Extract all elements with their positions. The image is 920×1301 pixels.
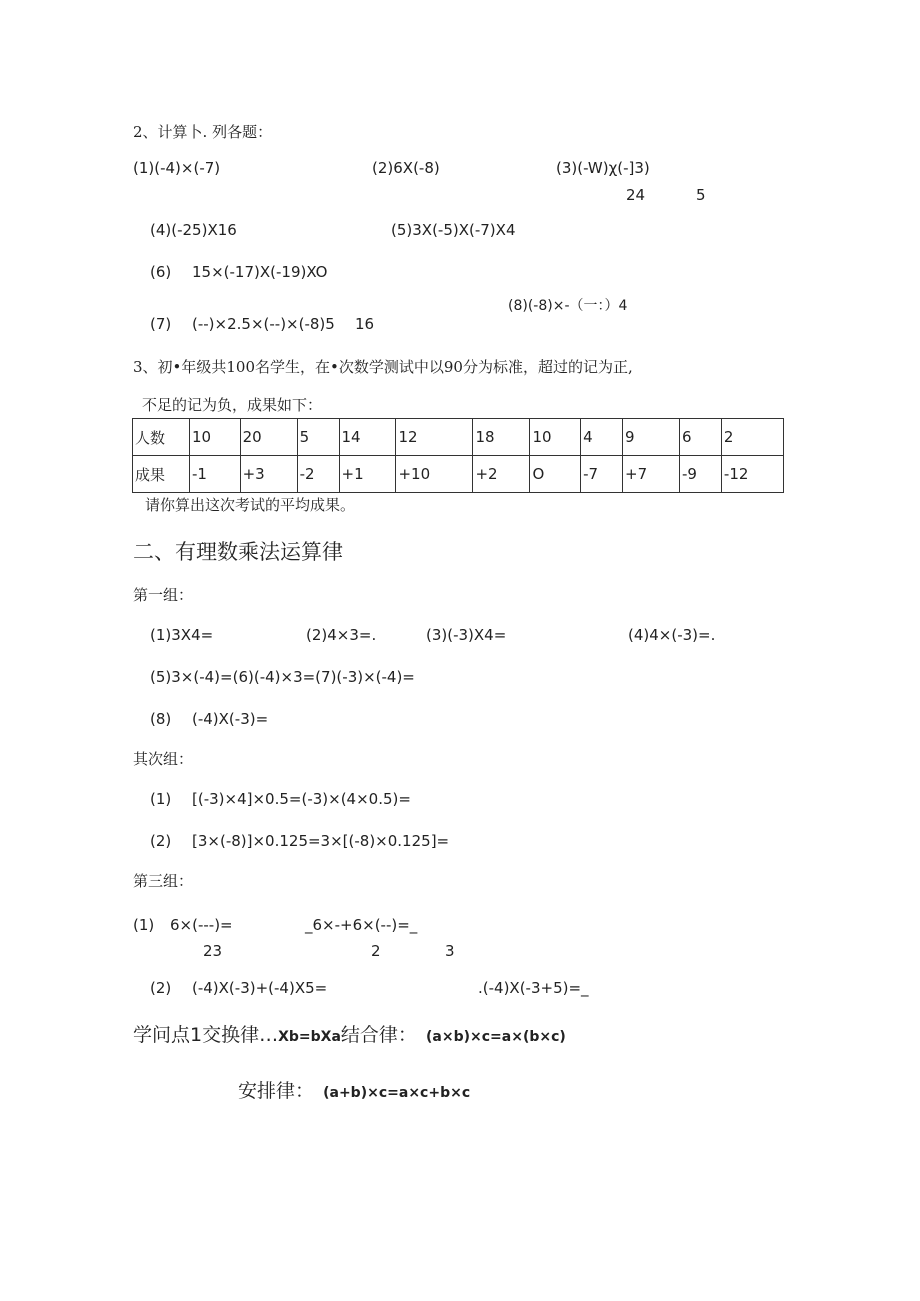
- group3-label: 第三组：: [133, 872, 194, 890]
- row-label-count: 人数: [133, 419, 190, 456]
- table-cell: +2: [473, 456, 530, 493]
- table-cell: 10: [530, 419, 581, 456]
- row-label-score: 成果: [133, 456, 190, 493]
- problem-1: (1)(-4)×(-7): [133, 159, 221, 177]
- table-cell: 9: [623, 419, 680, 456]
- group1-q1: (1)3X4=: [150, 626, 214, 644]
- table-cell: 20: [240, 419, 297, 456]
- table-cell: -9: [679, 456, 721, 493]
- group2-q1-expression: [(-3)×4]×0.5=(-3)×(4×0.5)=: [192, 790, 411, 808]
- group3-q2-expression: (-4)X(-3)+(-4)X5=: [192, 979, 328, 997]
- table-cell: 2: [721, 419, 783, 456]
- knowledge-associative-label: 结合律：: [340, 1024, 417, 1046]
- problem-5: (5)3X(-5)X(-7)X4: [391, 221, 516, 239]
- group3-q1-expression: 6×(---)=: [170, 916, 233, 934]
- problem-8: (8)(-8)×-（一：）4: [508, 298, 628, 314]
- group2-q2-expression: [3×(-8)]×0.125=3×[(-8)×0.125]=: [192, 832, 450, 850]
- group2-q2-number: (2): [150, 832, 172, 850]
- table-cell: -2: [297, 456, 339, 493]
- group3-q2-right: .(-4)X(-3+5)=_: [478, 979, 589, 997]
- problem-3-subscript: 5: [696, 186, 706, 204]
- table-cell: O: [530, 456, 581, 493]
- section3-question: 请你算出这次考试的平均成果。: [145, 496, 356, 514]
- scores-table: [132, 418, 784, 493]
- group1-q8-expression: (-4)X(-3)=: [192, 710, 269, 728]
- group1-q2: (2)4×3=.: [306, 626, 377, 644]
- problem-7-expression: (--)×2.5×(--)×(-8)5: [192, 315, 335, 333]
- problem-6-expression: 15×(-17)X(-19)XO: [192, 263, 328, 281]
- section2-heading: 2、计算卜. 列各题：: [133, 123, 273, 141]
- problem-3-subscript: 24: [626, 186, 646, 204]
- problem-4: (4)(-25)X16: [150, 221, 237, 239]
- group3-q1-subscript: 2: [371, 942, 381, 960]
- table-cell: 14: [339, 419, 396, 456]
- knowledge-distributive-formula: (a+b)×c=a×c+b×c: [323, 1085, 471, 1101]
- table-cell: 18: [473, 419, 530, 456]
- table-cell: 5: [297, 419, 339, 456]
- knowledge-associative-formula: (a×b)×c=a×(b×c): [426, 1029, 566, 1045]
- table-cell: 6: [679, 419, 721, 456]
- table-cell: -12: [721, 456, 783, 493]
- part2-title: 二、有理数乘法运算律: [133, 540, 343, 564]
- table-row-score: [133, 456, 784, 493]
- table-cell: +10: [396, 456, 473, 493]
- knowledge-commutative-formula: Xb=bXa: [278, 1029, 341, 1045]
- table-cell: +1: [339, 456, 396, 493]
- table-cell: -7: [581, 456, 623, 493]
- problem-3: (3)(-W)χ(-]3): [556, 159, 650, 177]
- group2-q1-number: (1): [150, 790, 172, 808]
- table-cell: +3: [240, 456, 297, 493]
- table-cell: -1: [190, 456, 241, 493]
- group1-q567: (5)3×(-4)=(6)(-4)×3=(7)(-3)×(-4)=: [150, 668, 415, 686]
- problem-7-subscript: 16: [355, 315, 375, 333]
- group2-label: 其次组：: [133, 750, 194, 768]
- table-cell: 4: [581, 419, 623, 456]
- group3-q1-subscript: 23: [203, 942, 223, 960]
- knowledge-commutative-label: 学问点1交换律…: [133, 1024, 279, 1046]
- problem-2: (2)6X(-8): [372, 159, 440, 177]
- table-cell: 12: [396, 419, 473, 456]
- group3-q1-right: _6×-+6×(--)=_: [305, 916, 418, 934]
- table-row-count: [133, 419, 784, 456]
- table-cell: +7: [623, 456, 680, 493]
- group3-q1-number: (1): [133, 916, 155, 934]
- group1-q3: (3)(-3)X4=: [426, 626, 507, 644]
- group3-q1-subscript: 3: [445, 942, 455, 960]
- group3-q2-number: (2): [150, 979, 172, 997]
- problem-7-number: (7): [150, 315, 172, 333]
- section3-line1: 3、初•年级共100名学生，在•次数学测试中以90分为标准，超过的记为正,: [133, 358, 633, 376]
- knowledge-distributive-label: 安排律：: [238, 1080, 315, 1102]
- group1-label: 第一组：: [133, 586, 194, 604]
- group1-q4: (4)4×(-3)=.: [628, 626, 716, 644]
- section3-line2: 不足的记为负，成果如下：: [142, 396, 323, 414]
- group1-q8-number: (8): [150, 710, 172, 728]
- knowledge-line2: [238, 1082, 470, 1101]
- table-cell: 10: [190, 419, 241, 456]
- problem-6-number: (6): [150, 263, 172, 281]
- knowledge-line1: [133, 1026, 566, 1045]
